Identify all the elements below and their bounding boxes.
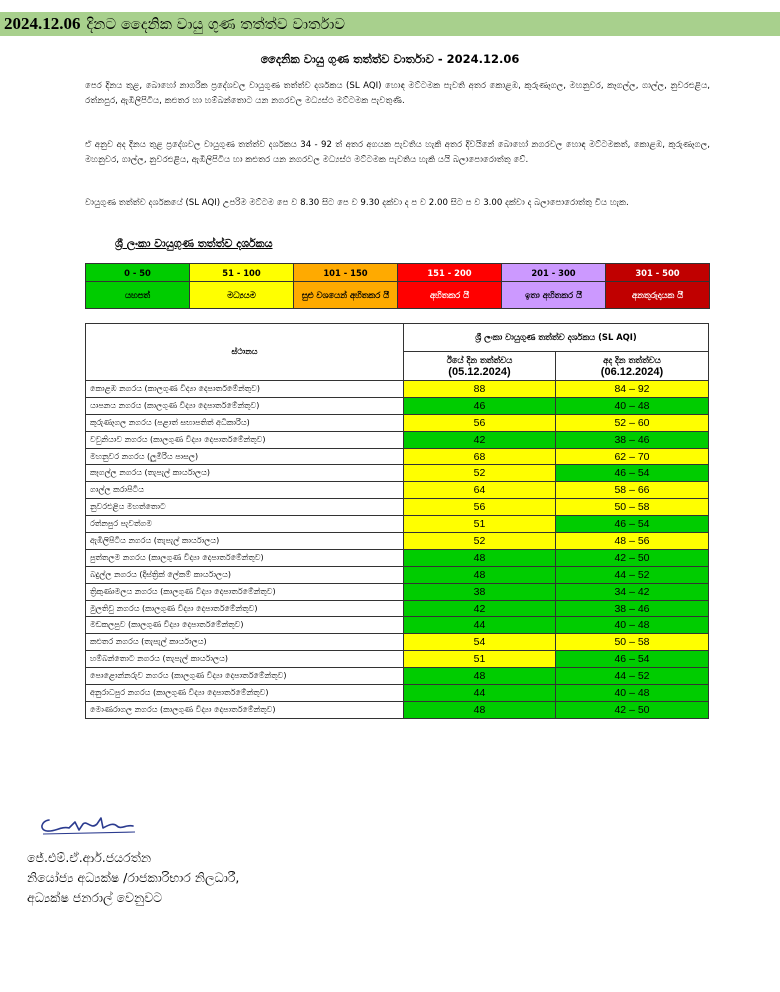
legend-category-good: යහපත් bbox=[86, 282, 190, 309]
legend-range-slightly-unhealthy: 101 - 150 bbox=[294, 264, 398, 282]
table-row bbox=[86, 533, 709, 550]
table-row bbox=[86, 381, 709, 398]
previous-day-value: 52 bbox=[404, 533, 556, 550]
previous-day-value: 48 bbox=[404, 549, 556, 566]
table-row bbox=[86, 634, 709, 651]
station-name: පුත්තලම නගරය (කාලගුණ විද්‍යා දෙපාර්තමේන්තුව) bbox=[86, 549, 404, 566]
table-row bbox=[86, 651, 709, 668]
previous-day-value: 52 bbox=[404, 465, 556, 482]
aqi-index-header: ශ්‍රී ලංකා වායුගුණ තත්ත්ව දර්ශකය (SL AQI) bbox=[404, 324, 709, 352]
table-row bbox=[86, 499, 709, 516]
previous-day-value: 51 bbox=[404, 516, 556, 533]
header-date: 2024.12.06 bbox=[4, 14, 81, 33]
paragraph-previous-day: පෙර දිනය තුළ, බොහෝ නාගරික ප්‍රදේශවල වායුගුණ තත්ත්ව දර්ශකය (SL AQI) හොඳ මට්ටමක පැවති අතර කොළඹ, කුරුණෑගල, මහනුවර, කෑගල්ල, ගාල්ල, නුවරඑළිය, රත්නපුර, ඇඹිලිපිටිය, කළුතර හා හම්බන්තොට යන නගරවල මධ්‍යස්ථ මට්ටමක පැවතුණි. bbox=[85, 81, 710, 106]
today-label: අද දින තත්ත්වය bbox=[603, 355, 661, 365]
previous-day-value: 68 bbox=[404, 448, 556, 465]
table-row bbox=[86, 685, 709, 702]
table-row bbox=[86, 583, 709, 600]
previous-day-value: 48 bbox=[404, 566, 556, 583]
previous-day-value: 46 bbox=[404, 397, 556, 414]
today-range-value: 40 – 48 bbox=[556, 617, 709, 634]
today-range-value: 46 – 54 bbox=[556, 465, 709, 482]
table-row bbox=[86, 482, 709, 499]
previous-day-value: 38 bbox=[404, 583, 556, 600]
header-bar bbox=[0, 12, 780, 36]
today-range-value: 46 – 54 bbox=[556, 651, 709, 668]
legend-range-good: 0 - 50 bbox=[86, 264, 190, 282]
station-name: ත්‍රිකුණාමලය නගරය (කාලගුණ විද්‍යා දෙපාර්තමේන්තුව) bbox=[86, 583, 404, 600]
today-range-value: 46 – 54 bbox=[556, 516, 709, 533]
station-name: යාපනය නගරය (කාලගුණ විද්‍යා දෙපාර්තමේන්තුව) bbox=[86, 397, 404, 414]
legend-category-slightly-unhealthy: සුළු වශයෙන් අහිතකර යී bbox=[294, 282, 398, 309]
paragraph-peak-time: වායුගුණ තත්ත්ව දර්ශකයේ (SL AQI) උපරිම මට්ටම පෙ ව 8.30 සිට පෙ ව 9.30 දක්වා ද ප ව 2.00 සිට ප ව 3.00 දක්වා ද බලාපොරොත්තු විය හැක. bbox=[85, 198, 629, 208]
signatory-name: ජේ.එම්.ඒ.ආර්.ජයරත්න bbox=[27, 850, 152, 865]
table-row bbox=[86, 516, 709, 533]
today-date: (06.12.2024) bbox=[600, 366, 664, 378]
station-name: කුරුණෑගල නගරය (පළාත් සභාපතිත් අධිකාරිය) bbox=[86, 414, 404, 431]
previous-day-header bbox=[404, 352, 556, 381]
station-name: කොළඹ නගරය (කාලගුණ විද්‍යා දෙපාර්තමේන්තුව) bbox=[86, 381, 404, 398]
today-range-value: 38 – 46 bbox=[556, 600, 709, 617]
signatory-on-behalf: අධ්‍යක්ෂ ජනරාල් වෙනුවට bbox=[27, 890, 163, 905]
previous-day-value: 48 bbox=[404, 701, 556, 718]
table-row bbox=[86, 549, 709, 566]
today-range-value: 58 – 66 bbox=[556, 482, 709, 499]
previous-day-value: 64 bbox=[404, 482, 556, 499]
previous-day-value: 88 bbox=[404, 381, 556, 398]
station-name: මොණරාගල නගරය (කාලගුණ විද්‍යා දෙපාර්තමේන්තුව) bbox=[86, 701, 404, 718]
header-text: දිනට දෛනික වායු ගුණ තත්ත්ව වාර්තාව bbox=[86, 15, 346, 33]
table-row bbox=[86, 397, 709, 414]
previous-day-value: 56 bbox=[404, 414, 556, 431]
today-range-value: 34 – 42 bbox=[556, 583, 709, 600]
station-name: වවුනියාව නගරය (කාලගුණ විද්‍යා දෙපාර්තමේන්තුව) bbox=[86, 431, 404, 448]
today-range-value: 42 – 50 bbox=[556, 549, 709, 566]
today-range-value: 62 – 70 bbox=[556, 448, 709, 465]
today-range-value: 84 – 92 bbox=[556, 381, 709, 398]
station-name: පොළොන්නරුව නගරය (කාලගුණ විද්‍යා දෙපාර්තමේන්තුව) bbox=[86, 668, 404, 685]
table-row bbox=[86, 617, 709, 634]
paragraph-today-forecast: ඒ අනුව අද දිනය තුළ ප්‍රදේශවල වායුගුණ තත්ත්ව දර්ශකය 34 - 92 ත් අතර අගයක පැවතිය හැකි අතර දිවයිනේ බොහෝ නගරවල හොඳ මට්ටමකත්, කොළඹ, කුරුණෑගල, මහනුවර, ගාල්ල, නුවරඑළිය, ඇඹිලිපිටිය හා කළුතර යන නගරවල මධ්‍යස්ථ මට්ටමක පැවතිය හැකි යයි බලාපොරොත්තු වේ. bbox=[85, 140, 710, 165]
legend-range-unhealthy: 151 - 200 bbox=[398, 264, 502, 282]
today-range-value: 44 – 52 bbox=[556, 566, 709, 583]
station-name: අනුරාධපුර නගරය (කාලගුණ විද්‍යා දෙපාර්තමේන්තුව) bbox=[86, 685, 404, 702]
legend-range-hazardous: 301 - 500 bbox=[606, 264, 710, 282]
previous-day-value: 56 bbox=[404, 499, 556, 516]
table-row bbox=[86, 600, 709, 617]
station-name: මහනුවර නගරය (ලූමිරිය පාසල) bbox=[86, 448, 404, 465]
station-name: මඩකලපුව (කාලගුණ විද්‍යා දෙපාර්තමේන්තුව) bbox=[86, 617, 404, 634]
station-name: මුලතිවු නගරය (කාලගුණ විද්‍යා දෙපාර්තමේන්තුව) bbox=[86, 600, 404, 617]
aqi-station-table bbox=[85, 323, 709, 719]
document-title: දෛනික වායු ගුණ තත්ත්ව වාර්තාව - 2024.12.06 bbox=[260, 52, 520, 66]
aqi-legend-table bbox=[85, 263, 710, 309]
legend-category-very-unhealthy: ඉතා අහිතකර යී bbox=[502, 282, 606, 309]
station-name: කෑගල්ල නගරය (තැපැල් කාර්යාලය) bbox=[86, 465, 404, 482]
previous-day-label: ඊයේ දින තත්ත්වය bbox=[446, 355, 513, 365]
station-name: හම්බන්තොට නගරය (තැපැල් කාර්යාලය) bbox=[86, 651, 404, 668]
today-range-value: 50 – 58 bbox=[556, 499, 709, 516]
table-row bbox=[86, 448, 709, 465]
table-row bbox=[86, 414, 709, 431]
previous-day-value: 51 bbox=[404, 651, 556, 668]
today-range-value: 48 – 56 bbox=[556, 533, 709, 550]
today-header bbox=[556, 352, 709, 381]
table-row bbox=[86, 566, 709, 583]
today-range-value: 52 – 60 bbox=[556, 414, 709, 431]
legend-category-hazardous: අනතුරුදායක යී bbox=[606, 282, 710, 309]
legend-category-moderate: මධ්‍යයම bbox=[190, 282, 294, 309]
signature-image bbox=[35, 812, 145, 838]
today-range-value: 42 – 50 bbox=[556, 701, 709, 718]
legend-range-very-unhealthy: 201 - 300 bbox=[502, 264, 606, 282]
today-range-value: 38 – 46 bbox=[556, 431, 709, 448]
legend-title: ශ්‍රී ලංකා වායුගුණ තත්ත්ව දර්ශකය bbox=[115, 237, 273, 250]
legend-category-unhealthy: අහිතකර යී bbox=[398, 282, 502, 309]
table-row bbox=[86, 465, 709, 482]
signatory-designation: නියෝජ්‍ය අධ්‍යක්ෂ /රාජකාරිභාර නිලධාරී, bbox=[27, 870, 240, 885]
previous-day-date: (05.12.2024) bbox=[448, 366, 511, 378]
station-name: කළුතර නගරය (තැපැල් කාර්යාලය) bbox=[86, 634, 404, 651]
today-range-value: 44 – 52 bbox=[556, 668, 709, 685]
station-name: ඇඹිලිපිටිය නගරය (තැපැල් කාර්යාලය) bbox=[86, 533, 404, 550]
today-range-value: 40 – 48 bbox=[556, 397, 709, 414]
station-name: නුවරඑළිය මහත්තොට bbox=[86, 499, 404, 516]
today-range-value: 50 – 58 bbox=[556, 634, 709, 651]
legend-range-moderate: 51 - 100 bbox=[190, 264, 294, 282]
station-name: බදුල්ල නගරය (දිස්ත්‍රික් ලේකම් කාර්යාලය) bbox=[86, 566, 404, 583]
station-column-header: ස්ථානය bbox=[86, 324, 404, 381]
aqi-table-body bbox=[86, 381, 709, 719]
station-name: ගාල්ල කරාපිටිය bbox=[86, 482, 404, 499]
today-range-value: 40 – 48 bbox=[556, 685, 709, 702]
table-row bbox=[86, 668, 709, 685]
previous-day-value: 44 bbox=[404, 617, 556, 634]
station-name: රත්නපුර පැවත්ගම bbox=[86, 516, 404, 533]
previous-day-value: 44 bbox=[404, 685, 556, 702]
previous-day-value: 54 bbox=[404, 634, 556, 651]
previous-day-value: 42 bbox=[404, 431, 556, 448]
previous-day-value: 48 bbox=[404, 668, 556, 685]
previous-day-value: 42 bbox=[404, 600, 556, 617]
table-row bbox=[86, 701, 709, 718]
table-row bbox=[86, 431, 709, 448]
